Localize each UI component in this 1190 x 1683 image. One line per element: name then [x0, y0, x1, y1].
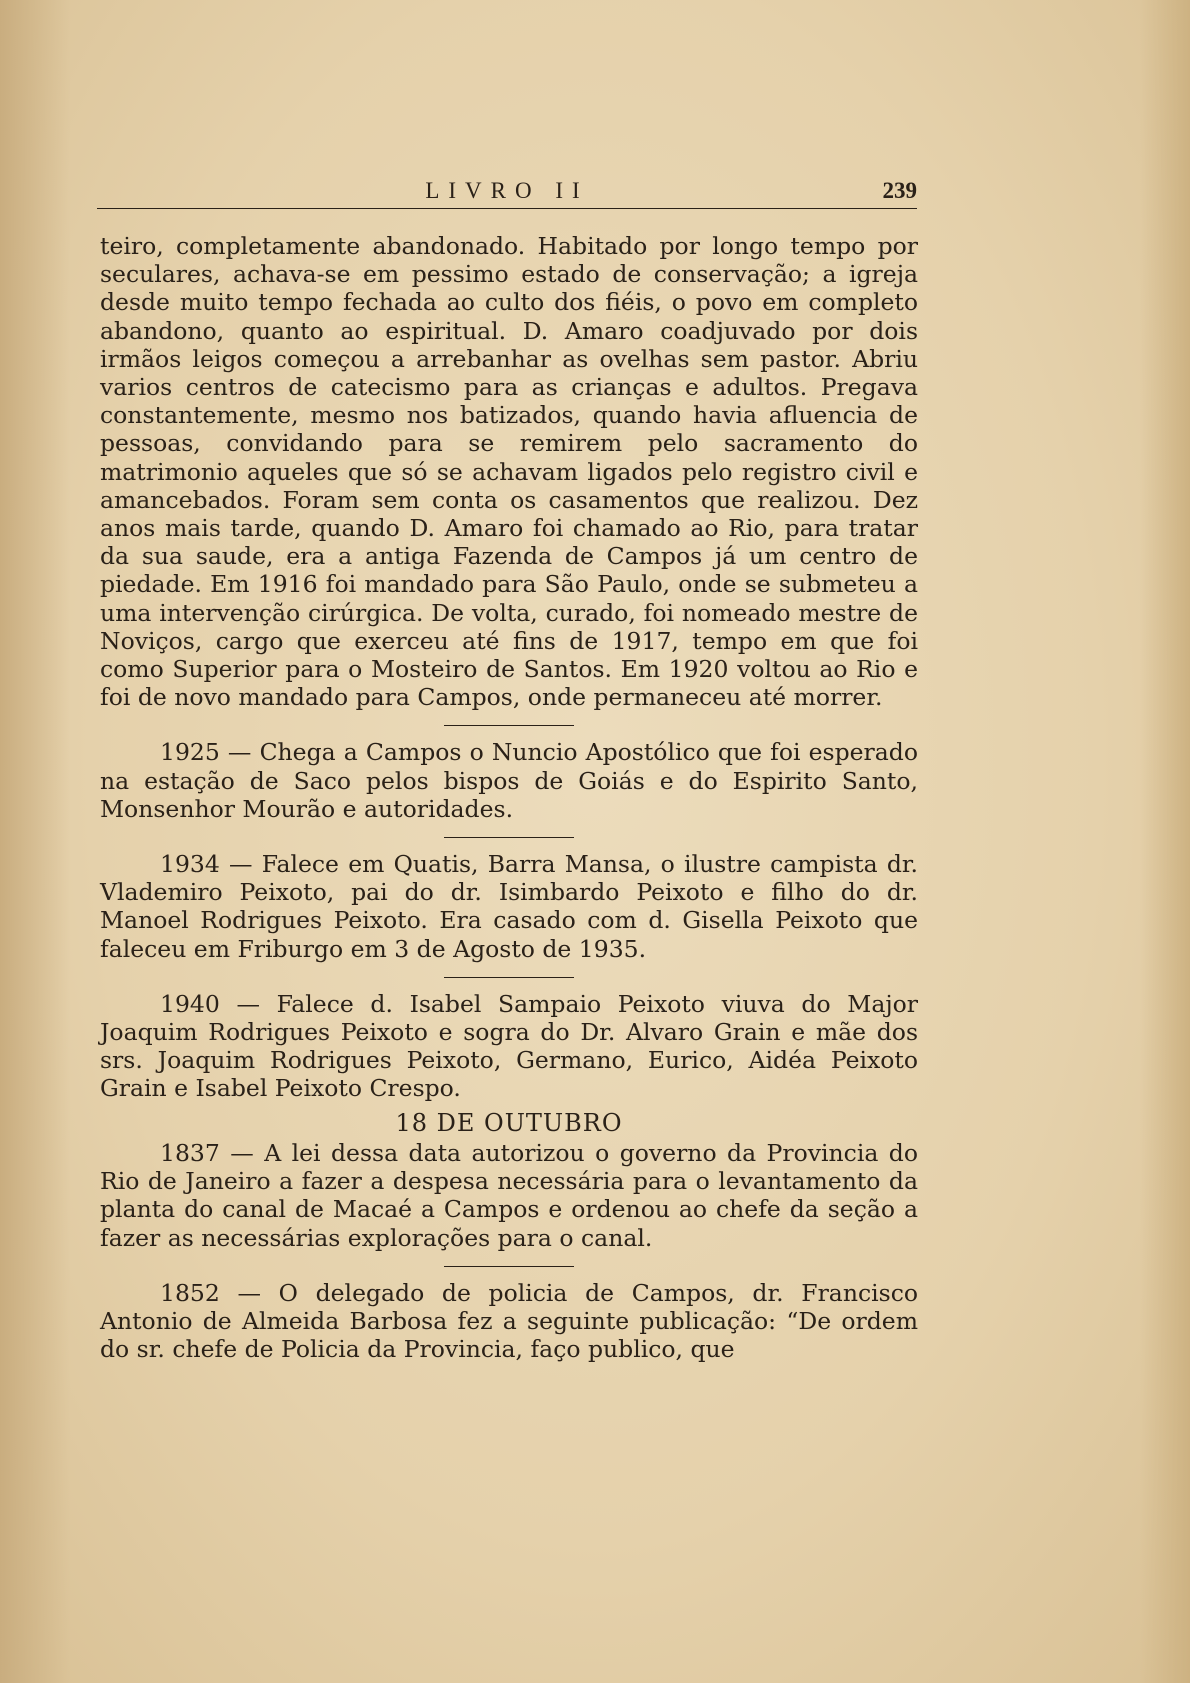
entry-1934: 1934 — Falece em Quatis, Barra Mansa, o ilustre campista dr. Vlademiro Peixoto, pai do dr. Isimbardo Peixoto e filho do dr. Manoel Rodrigues Peixoto. Era casado com d. Gisella Peixoto que faleceu em Friburgo em 3 de Agosto de 1935.	[100, 850, 918, 963]
page-edge-shadow-right	[1140, 0, 1190, 1683]
separator-rule	[444, 725, 574, 726]
paragraph-continuation: teiro, completamente abandonado. Habitado por longo tempo por seculares, achava-se em pessimo estado de conservação; a igreja desde muito tempo fechada ao culto dos fiéis, o povo em completo abandono, quanto ao espiritual. D. Amaro coadjuvado por dois irmãos leigos começou a arrebanhar as ovelhas sem pastor. Abriu varios centros de catecismo para as crianças e adultos. Pregava constantemente, mesmo nos batizados, quando havia afluencia de pessoas, convidando para se remirem pelo sacramento do matrimonio aqueles que só se achavam ligados pelo registro civil e amancebados. Foram sem conta os casamentos que realizou. Dez anos mais tarde, quando D. Amaro foi chamado ao Rio, para tratar da sua saude, era a antiga Fazenda de Campos já um centro de piedade. Em 1916 foi mandado para São Paulo, onde se submeteu a uma intervenção cirúrgica. De volta, curado, foi nomeado mestre de Noviços, cargo que exerceu até fins de 1917, tempo em que foi como Superior para o Mosteiro de Santos. Em 1920 voltou ao Rio e foi de novo mandado para Campos, onde permaneceu até morrer.	[100, 232, 918, 712]
date-heading: 18 DE OUTUBRO	[395, 1108, 623, 1137]
separator-rule	[444, 1266, 574, 1267]
body-text	[100, 232, 918, 1363]
page-header	[97, 178, 917, 214]
entry-1852: 1852 — O delegado de policia de Campos, dr. Francisco Antonio de Almeida Barbosa fez a seguinte publicação: “De ordem do sr. chefe de Policia da Provincia, faço publico, que	[100, 1278, 918, 1364]
entry-1925: 1925 — Chega a Campos o Nuncio Apostólico que foi esperado na estação de Saco pelos bispos de Goiás e do Espirito Santo, Monsenhor Mourão e autoridades.	[100, 738, 918, 823]
page-number: 239	[882, 178, 917, 203]
entry-1940: 1940 — Falece d. Isabel Sampaio Peixoto viuva do Major Joaquim Rodrigues Peixoto e sogra do Dr. Alvaro Grain e mãe dos srs. Joaquim Rodrigues Peixoto, Germano, Eurico, Aidéa Peixoto Grain e Isabel Peixoto Crespo.	[100, 989, 918, 1103]
running-title: LIVRO II	[425, 178, 589, 203]
entry-1837: 1837 — A lei dessa data autorizou o governo da Provincia do Rio de Janeiro a fazer a despesa necessária para o levantamento da planta do canal de Macaé a Campos e ordenou ao chefe da seção a fazer as necessárias explorações para o canal.	[100, 1138, 918, 1252]
separator-rule	[444, 977, 574, 978]
page-edge-shadow-left	[0, 0, 70, 1683]
header-rule	[97, 208, 917, 209]
separator-rule	[444, 837, 574, 838]
